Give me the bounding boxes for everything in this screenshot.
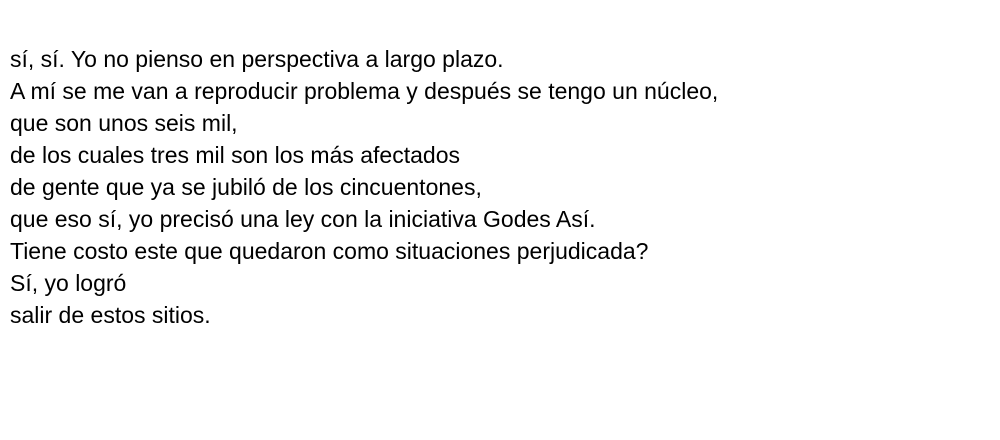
transcript-line: Sí, yo logró [10,270,127,296]
transcript-line: salir de estos sitios. [10,302,211,328]
transcript-line: de los cuales tres mil son los más afectados [10,142,460,168]
transcript-text [10,43,718,331]
transcript-line: Tiene costo este que quedaron como situaciones perjudicada? [10,238,649,264]
transcript-line: que son unos seis mil, [10,110,238,136]
transcript-line: que eso sí, yo precisó una ley con la iniciativa Godes Así. [10,206,596,232]
transcript-line: sí, sí. Yo no pienso en perspectiva a largo plazo. [10,46,504,72]
transcript-line: de gente que ya se jubiló de los cincuentones, [10,174,482,200]
transcript-line: A mí se me van a reproducir problema y después se tengo un núcleo, [10,78,719,104]
